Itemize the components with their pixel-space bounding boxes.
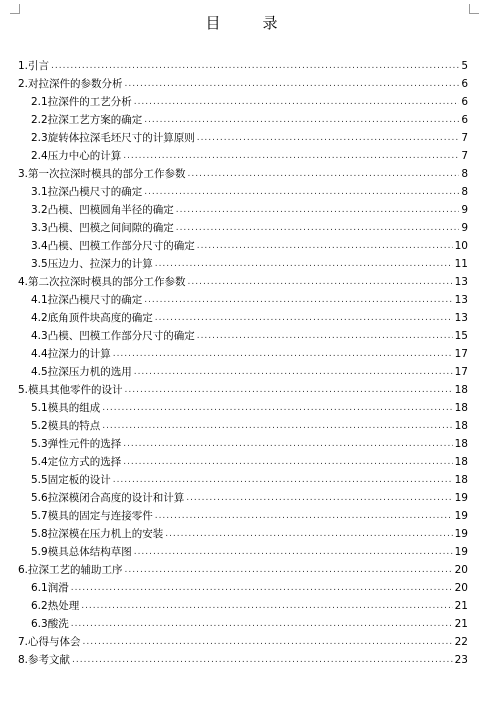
toc-entry-label: 4.4拉深力的计算 xyxy=(31,348,111,360)
toc-entry-page-number: 13 xyxy=(454,312,468,324)
toc-entry-label: 8.参考文献 xyxy=(18,654,71,666)
toc-entry-page-number: 18 xyxy=(454,438,468,450)
toc-entry[interactable] xyxy=(18,307,468,325)
toc-dot-leader xyxy=(197,330,453,343)
toc-dot-leader xyxy=(113,348,453,361)
toc-entry[interactable] xyxy=(18,649,468,667)
toc-entry-label: 5.1模具的组成 xyxy=(31,402,101,414)
toc-entry-page-number: 19 xyxy=(454,492,468,504)
toc-entry-label: 3.3凸模、凹模之间间隙的确定 xyxy=(31,222,174,234)
toc-entry-page-number: 7 xyxy=(461,132,468,144)
toc-dot-leader xyxy=(144,186,459,199)
toc-entry-label: 4.5拉深压力机的选用 xyxy=(31,366,132,378)
toc-dot-leader xyxy=(186,492,452,505)
toc-entry-label: 2.4压力中心的计算 xyxy=(31,150,122,162)
toc-entry-page-number: 7 xyxy=(461,150,468,162)
toc-entry[interactable] xyxy=(18,379,468,397)
toc-entry-page-number: 17 xyxy=(454,366,468,378)
table-of-contents xyxy=(18,55,468,667)
toc-entry[interactable] xyxy=(18,541,468,559)
toc-entry-page-number: 6 xyxy=(461,114,468,126)
toc-entry-label: 5.2模具的特点 xyxy=(31,420,101,432)
toc-dot-leader xyxy=(188,276,453,289)
toc-entry-page-number: 19 xyxy=(454,528,468,540)
toc-entry[interactable] xyxy=(18,145,468,163)
toc-entry[interactable] xyxy=(18,271,468,289)
toc-entry-page-number: 18 xyxy=(454,456,468,468)
toc-entry-label: 3.2凸模、凹模圆角半径的确定 xyxy=(31,204,174,216)
toc-entry-label: 4.第二次拉深时模具的部分工作参数 xyxy=(18,276,186,288)
toc-entry-label: 4.3凸模、凹模工作部分尺寸的确定 xyxy=(31,330,195,342)
toc-dot-leader xyxy=(72,654,453,667)
toc-entry-label: 2.2拉深工艺方案的确定 xyxy=(31,114,143,126)
toc-entry-label: 6.拉深工艺的辅助工序 xyxy=(18,564,123,576)
toc-dot-leader xyxy=(155,258,453,271)
toc-entry[interactable] xyxy=(18,343,468,361)
toc-entry-page-number: 10 xyxy=(454,240,468,252)
toc-entry[interactable] xyxy=(18,73,468,91)
toc-entry[interactable] xyxy=(18,55,468,73)
toc-entry-page-number: 22 xyxy=(454,636,468,648)
toc-dot-leader xyxy=(125,384,453,397)
toc-dot-leader xyxy=(188,168,460,181)
toc-entry-page-number: 9 xyxy=(461,222,468,234)
toc-title-char-2: 录 xyxy=(262,14,284,32)
toc-dot-leader xyxy=(125,78,460,91)
toc-entry-page-number: 13 xyxy=(454,276,468,288)
toc-entry-label: 5.8拉深模在压力机上的安装 xyxy=(31,528,164,540)
toc-dot-leader xyxy=(123,456,452,469)
toc-dot-leader xyxy=(176,204,460,217)
toc-dot-leader xyxy=(81,600,452,613)
toc-entry-label: 5.3弹性元件的选择 xyxy=(31,438,122,450)
toc-entry-label: 5.6拉深模闭合高度的设计和计算 xyxy=(31,492,185,504)
toc-entry-page-number: 18 xyxy=(454,402,468,414)
toc-entry-label: 5.7模具的固定与连接零件 xyxy=(31,510,153,522)
toc-dot-leader xyxy=(176,222,460,235)
toc-entry-label: 5.4定位方式的选择 xyxy=(31,456,122,468)
toc-entry-label: 5.5固定板的设计 xyxy=(31,474,111,486)
toc-entry-label: 6.3酸洗 xyxy=(31,618,69,630)
toc-dot-leader xyxy=(102,420,452,433)
toc-entry-label: 4.1拉深凸模尺寸的确定 xyxy=(31,294,143,306)
toc-entry[interactable] xyxy=(18,433,468,451)
toc-dot-leader xyxy=(134,366,453,379)
toc-entry[interactable] xyxy=(18,289,468,307)
toc-dot-leader xyxy=(144,294,452,307)
toc-entry[interactable] xyxy=(18,235,468,253)
toc-entry-label: 4.2底角顶件块高度的确定 xyxy=(31,312,153,324)
toc-entry-page-number: 20 xyxy=(454,582,468,594)
toc-dot-leader xyxy=(134,546,453,559)
toc-entry[interactable] xyxy=(18,469,468,487)
toc-entry[interactable] xyxy=(18,613,468,631)
toc-entry[interactable] xyxy=(18,631,468,649)
toc-entry-page-number: 18 xyxy=(454,384,468,396)
toc-entry[interactable] xyxy=(18,595,468,613)
toc-entry-page-number: 17 xyxy=(454,348,468,360)
toc-entry-label: 2.1拉深件的工艺分析 xyxy=(31,96,132,108)
toc-dot-leader xyxy=(197,132,460,145)
toc-dot-leader xyxy=(123,438,452,451)
toc-entry-page-number: 23 xyxy=(454,654,468,666)
toc-dot-leader xyxy=(71,618,453,631)
toc-entry-page-number: 6 xyxy=(461,96,468,108)
toc-entry[interactable] xyxy=(18,505,468,523)
toc-entry-page-number: 20 xyxy=(454,564,468,576)
toc-title-char-1: 目 xyxy=(205,14,227,32)
toc-entry[interactable] xyxy=(18,559,468,577)
toc-entry-label: 2.3旋转体拉深毛坯尺寸的计算原则 xyxy=(31,132,195,144)
toc-entry-label: 7.心得与体会 xyxy=(18,636,81,648)
toc-entry[interactable] xyxy=(18,577,468,595)
toc-entry-page-number: 21 xyxy=(454,618,468,630)
toc-entry-page-number: 13 xyxy=(454,294,468,306)
toc-entry-page-number: 5 xyxy=(461,60,468,72)
toc-dot-leader xyxy=(51,60,459,73)
toc-dot-leader xyxy=(83,636,453,649)
toc-entry-label: 1.引言 xyxy=(18,60,50,72)
toc-entry-label: 3.1拉深凸模尺寸的确定 xyxy=(31,186,143,198)
toc-dot-leader xyxy=(144,114,459,127)
toc-entry-page-number: 8 xyxy=(461,186,468,198)
toc-entry-label: 3.第一次拉深时模具的部分工作参数 xyxy=(18,168,186,180)
toc-entry-label: 6.1润滑 xyxy=(31,582,69,594)
toc-entry-page-number: 18 xyxy=(454,474,468,486)
toc-dot-leader xyxy=(155,312,453,325)
toc-entry-page-number: 19 xyxy=(454,546,468,558)
toc-dot-leader xyxy=(125,564,453,577)
toc-entry-label: 5.模具其他零件的设计 xyxy=(18,384,123,396)
toc-entry-page-number: 8 xyxy=(461,168,468,180)
toc-entry-page-number: 21 xyxy=(454,600,468,612)
toc-entry-label: 6.2热处理 xyxy=(31,600,80,612)
toc-entry-label: 3.4凸模、凹模工作部分尺寸的确定 xyxy=(31,240,195,252)
toc-entry[interactable] xyxy=(18,199,468,217)
toc-entry-label: 3.5压边力、拉深力的计算 xyxy=(31,258,153,270)
toc-entry[interactable] xyxy=(18,397,468,415)
toc-entry[interactable] xyxy=(18,487,468,505)
toc-dot-leader xyxy=(165,528,452,541)
toc-dot-leader xyxy=(155,510,453,523)
toc-dot-leader xyxy=(123,150,459,163)
toc-entry[interactable] xyxy=(18,415,468,433)
toc-dot-leader xyxy=(134,96,460,109)
toc-dot-leader xyxy=(113,474,453,487)
toc-dot-leader xyxy=(71,582,453,595)
toc-entry-label: 2.对拉深件的参数分析 xyxy=(18,78,123,90)
toc-entry[interactable] xyxy=(18,523,468,541)
toc-entry[interactable] xyxy=(18,451,468,469)
toc-entry-page-number: 6 xyxy=(461,78,468,90)
toc-entry[interactable] xyxy=(18,253,468,271)
toc-entry-page-number: 15 xyxy=(454,330,468,342)
toc-entry-page-number: 18 xyxy=(454,420,468,432)
toc-entry[interactable] xyxy=(18,181,468,199)
toc-entry[interactable] xyxy=(18,361,468,379)
toc-entry[interactable] xyxy=(18,127,468,145)
toc-entry[interactable] xyxy=(18,91,468,109)
toc-entry-label: 5.9模具总体结构草图 xyxy=(31,546,132,558)
toc-dot-leader xyxy=(197,240,453,253)
toc-entry[interactable] xyxy=(18,163,468,181)
toc-entry-page-number: 11 xyxy=(454,258,468,270)
toc-title xyxy=(0,13,489,33)
toc-entry[interactable] xyxy=(18,109,468,127)
toc-entry[interactable] xyxy=(18,217,468,235)
toc-entry-page-number: 19 xyxy=(454,510,468,522)
toc-dot-leader xyxy=(102,402,452,415)
toc-entry[interactable] xyxy=(18,325,468,343)
toc-entry-page-number: 9 xyxy=(461,204,468,216)
